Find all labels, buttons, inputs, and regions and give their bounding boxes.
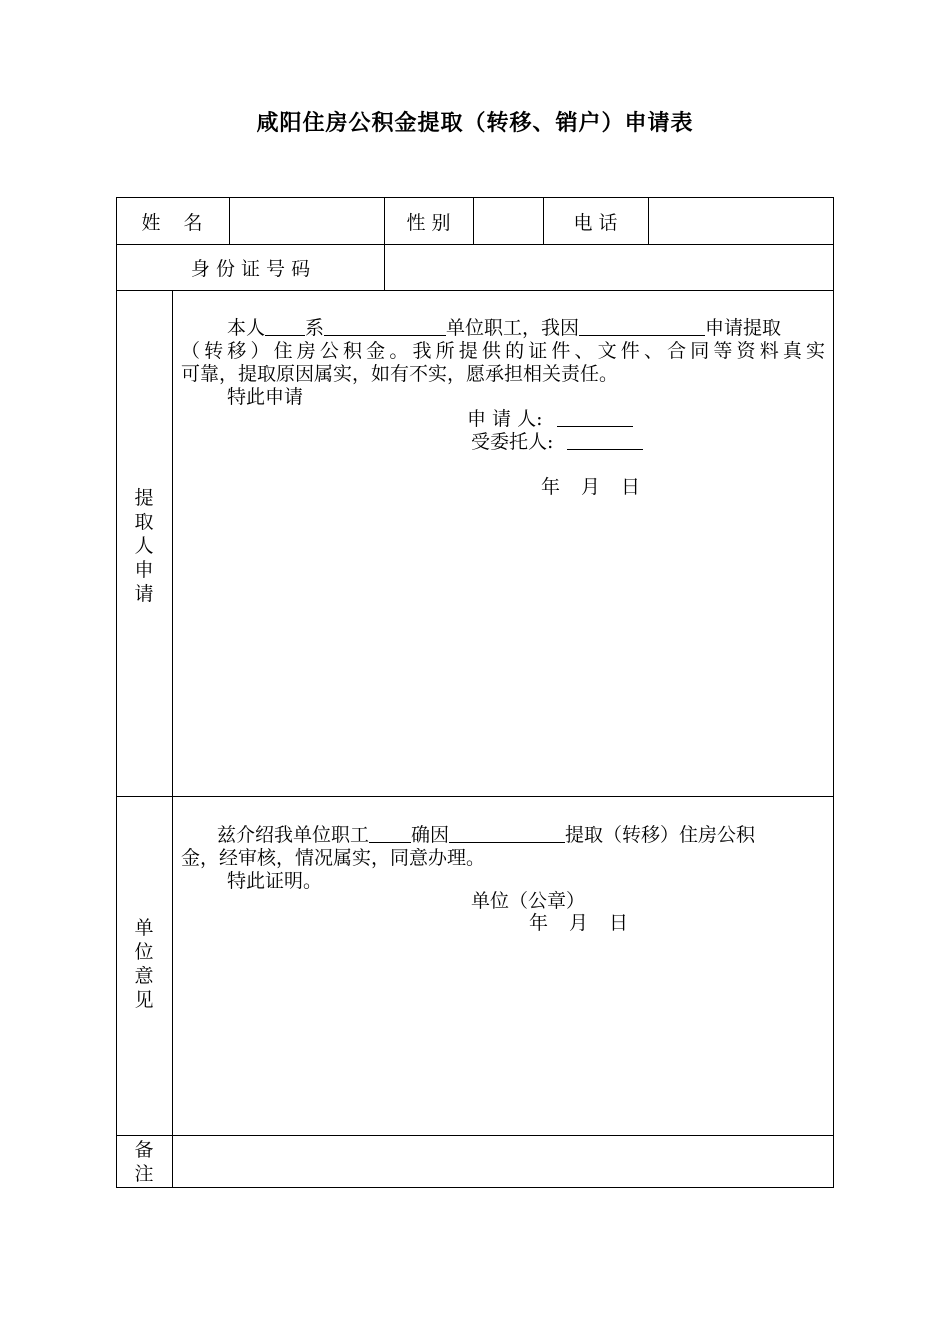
gender-input[interactable]: [475, 199, 542, 243]
blank-name[interactable]: [265, 317, 305, 336]
col-divider: [172, 290, 173, 1187]
application-form: [116, 197, 834, 1188]
id-number-label: 身 份 证 号 码: [190, 257, 311, 280]
row-divider: [117, 796, 833, 797]
label-char: 取: [134, 511, 154, 533]
label-char: 请: [134, 583, 154, 605]
gender-field-cell[interactable]: [475, 199, 542, 243]
trustee-signature-blank[interactable]: [567, 431, 643, 450]
apply-text: 本人: [227, 317, 266, 339]
unit-text: 兹介绍我单位职工: [217, 824, 370, 846]
section-label-remark: [117, 1138, 171, 1186]
apply-text: 单位职工，我因: [446, 317, 580, 339]
apply-text: 申请提取: [705, 317, 782, 339]
phone-label: 电 话: [573, 211, 618, 234]
label-char: 备: [134, 1139, 154, 1161]
remark-field-cell[interactable]: [174, 1137, 832, 1186]
apply-text: 系: [305, 317, 325, 339]
label-char: 位: [134, 941, 154, 963]
col-divider: [473, 198, 474, 244]
id-number-field-cell[interactable]: [386, 245, 832, 289]
gender-label: 性 别: [406, 211, 451, 234]
unit-text: 确因: [411, 824, 450, 846]
section-label-applicant: [117, 486, 171, 606]
trustee-label: 受委托人:: [471, 431, 554, 453]
id-number-input[interactable]: [386, 245, 832, 289]
blank-employee[interactable]: [369, 824, 411, 843]
col-divider: [229, 198, 230, 244]
blank-unit[interactable]: [324, 317, 446, 336]
applicant-signature-blank[interactable]: [557, 408, 633, 427]
col-divider: [648, 198, 649, 244]
label-char: 意: [134, 965, 154, 987]
phone-field-cell[interactable]: [650, 199, 832, 243]
blank-unit-reason[interactable]: [449, 824, 565, 843]
label-char: 申: [134, 559, 154, 581]
unit-stamp: 单位（公章）: [471, 890, 586, 912]
label-char: 见: [134, 989, 154, 1011]
phone-input[interactable]: [650, 199, 832, 243]
row-divider: [117, 290, 833, 291]
apply-line-3: 可靠，提取原因属实，如有不实，愿承担相关责任。: [181, 363, 619, 385]
trustee-signature: [471, 431, 643, 454]
unit-line-3: 特此证明。: [227, 870, 323, 892]
unit-line-2: 金，经审核，情况属实，同意办理。: [181, 847, 486, 869]
label-char: 注: [134, 1163, 154, 1185]
label-char: 单: [134, 917, 154, 939]
label-char: 人: [134, 535, 154, 557]
name-field-cell[interactable]: [231, 199, 383, 243]
apply-line-4: 特此申请: [227, 386, 304, 408]
unit-date: 年 月 日: [529, 912, 630, 934]
name-label: 姓 名: [141, 211, 205, 234]
label-char: 提: [134, 487, 154, 509]
row-divider: [117, 1135, 833, 1136]
blank-reason[interactable]: [579, 317, 705, 336]
unit-line-1: [217, 824, 825, 847]
section-label-unit: [117, 916, 171, 1012]
form-title: 咸阳住房公积金提取（转移、销户）申请表: [256, 111, 694, 136]
applicant-label: 申 请 人:: [467, 408, 543, 430]
unit-text: 提取（转移）住房公积: [565, 824, 756, 846]
name-input[interactable]: [231, 199, 383, 243]
remark-input[interactable]: [174, 1137, 832, 1186]
apply-line-1: [227, 317, 781, 340]
applicant-signature: [467, 408, 633, 431]
apply-line-2: （转移）住房公积金。我所提供的证件、文件、合同等资料真实: [181, 340, 825, 362]
apply-date: 年 月 日: [541, 476, 642, 498]
